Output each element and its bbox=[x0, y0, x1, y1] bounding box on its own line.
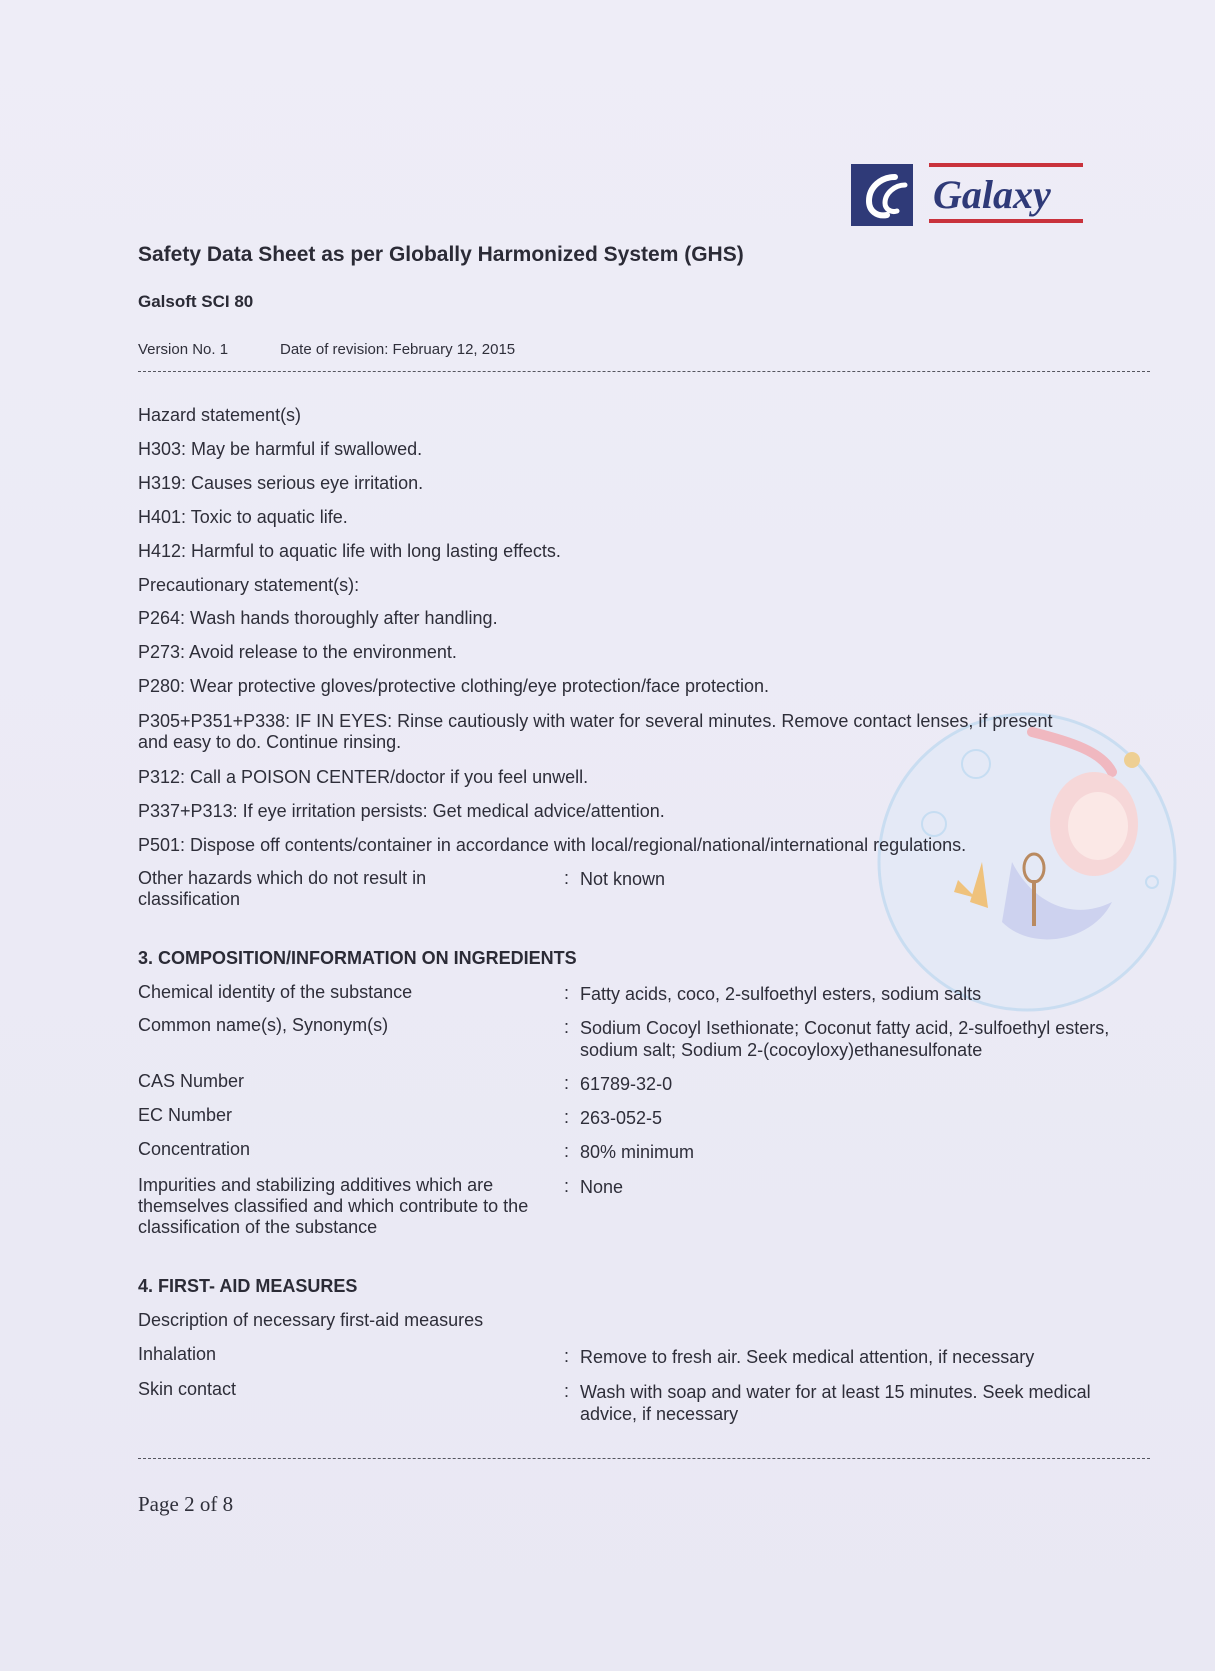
precaution-statement: P280: Wear protective gloves/protective clothing/eye protection/face protection. bbox=[138, 676, 770, 696]
mascot-watermark bbox=[862, 712, 1192, 1012]
product-name: Galsoft SCI 80 bbox=[138, 292, 254, 311]
field-separator: : bbox=[564, 1107, 570, 1127]
logo-wordmark: Galaxy bbox=[933, 172, 1051, 217]
precaution-statement: P273: Avoid release to the environment. bbox=[138, 642, 457, 662]
field-separator: : bbox=[564, 1381, 570, 1401]
hazard-statement: H401: Toxic to aquatic life. bbox=[138, 507, 348, 527]
revision-date: Date of revision: February 12, 2015 bbox=[280, 341, 516, 358]
field-separator: : bbox=[564, 1017, 570, 1037]
precaution-statement: P264: Wash hands thoroughly after handling. bbox=[138, 608, 498, 628]
version-number: Version No. 1 bbox=[138, 341, 229, 358]
section-heading-first-aid: 4. FIRST- AID MEASURES bbox=[138, 1276, 358, 1296]
field-separator: : bbox=[564, 1141, 570, 1161]
section-heading-composition: 3. COMPOSITION/INFORMATION ON INGREDIENTS bbox=[138, 948, 577, 968]
hazard-statement: H319: Causes serious eye irritation. bbox=[138, 473, 424, 493]
field-label: Chemical identity of the substance bbox=[138, 982, 413, 1002]
field-separator: : bbox=[564, 868, 570, 888]
field-value: Wash with soap and water for at least 15 minutes. Seek medical advice, if necessary bbox=[580, 1382, 1091, 1424]
hazard-heading: Hazard statement(s) bbox=[138, 405, 302, 425]
other-hazards-label: Other hazards which do not result in classification bbox=[138, 868, 427, 909]
field-separator: : bbox=[564, 1346, 570, 1366]
galaxy-logo bbox=[851, 163, 1085, 239]
footer-divider bbox=[138, 1458, 1150, 1459]
field-value: 263-052-5 bbox=[580, 1108, 663, 1128]
field-label: CAS Number bbox=[138, 1071, 245, 1091]
field-label: Concentration bbox=[138, 1139, 251, 1159]
precaution-statement: P305+P351+P338: IF IN EYES: Rinse cautiously with water for several minutes. Remove contact lenses, if present and easy to do. Continue rinsing. bbox=[138, 711, 1053, 752]
first-aid-intro: Description of necessary first-aid measures bbox=[138, 1310, 484, 1330]
document-title: Safety Data Sheet as per Globally Harmonized System (GHS) bbox=[138, 243, 744, 266]
field-value: 80% minimum bbox=[580, 1142, 695, 1162]
precaution-heading: Precautionary statement(s): bbox=[138, 575, 360, 595]
field-label: Inhalation bbox=[138, 1344, 217, 1364]
precaution-statement: P312: Call a POISON CENTER/doctor if you feel unwell. bbox=[138, 767, 589, 787]
field-value: Sodium Cocoyl Isethionate; Coconut fatty acid, 2-sulfoethyl esters, sodium salt; Sodium 2-(cocoyloxy)ethanesulfonate bbox=[580, 1018, 1110, 1060]
hazard-statement: H303: May be harmful if swallowed. bbox=[138, 439, 423, 459]
field-separator: : bbox=[564, 983, 570, 1003]
field-label: Common name(s), Synonym(s) bbox=[138, 1015, 389, 1035]
field-label: Skin contact bbox=[138, 1379, 237, 1399]
field-separator: : bbox=[564, 1176, 570, 1196]
other-hazards-value: Not known bbox=[580, 869, 666, 889]
precaution-statement: P501: Dispose off contents/container in accordance with local/regional/national/international regulations. bbox=[138, 835, 967, 855]
precaution-statement: P337+P313: If eye irritation persists: Get medical advice/attention. bbox=[138, 801, 665, 821]
field-value: 61789-32-0 bbox=[580, 1074, 673, 1094]
field-separator: : bbox=[564, 1073, 570, 1093]
page-number: Page 2 of 8 bbox=[138, 1492, 234, 1516]
header-divider bbox=[138, 371, 1150, 372]
field-value: Remove to fresh air. Seek medical attention, if necessary bbox=[580, 1347, 1035, 1367]
field-value: None bbox=[580, 1177, 624, 1197]
field-label: Impurities and stabilizing additives which are themselves classified and which contribute to the classification of the substance bbox=[138, 1175, 529, 1237]
hazard-statement: H412: Harmful to aquatic life with long lasting effects. bbox=[138, 541, 561, 561]
field-label: EC Number bbox=[138, 1105, 233, 1125]
field-value: Fatty acids, coco, 2-sulfoethyl esters, sodium salts bbox=[580, 984, 982, 1004]
